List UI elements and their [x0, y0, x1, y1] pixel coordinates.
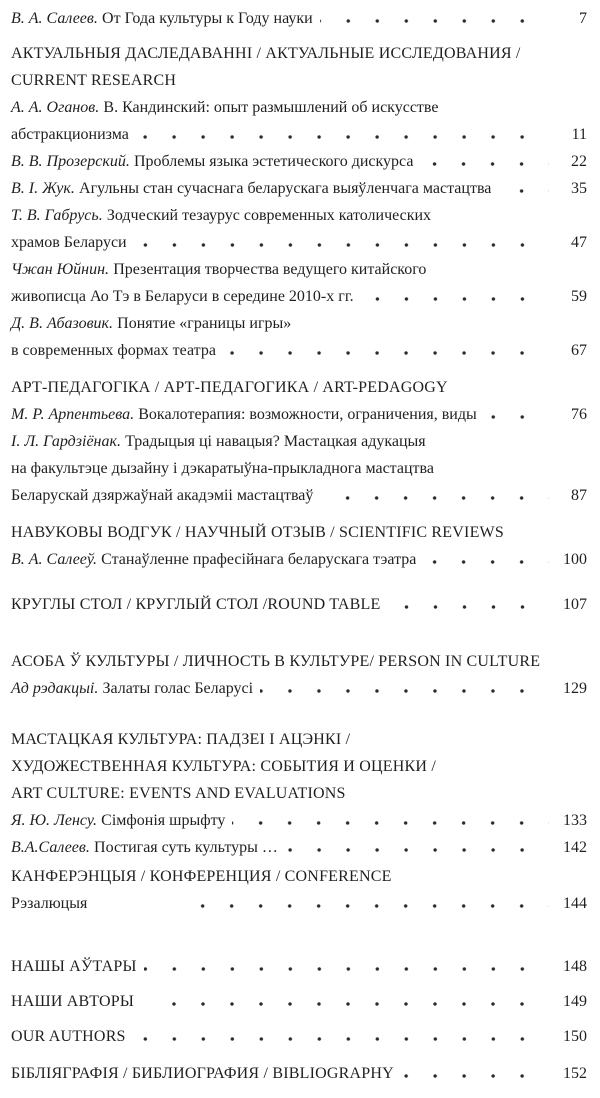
- dot-leader: [169, 1002, 549, 1006]
- toc-entry-title: Проблемы языка эстетического дискурса: [133, 153, 414, 170]
- page-number: 59: [571, 288, 587, 305]
- dot-leader: [144, 967, 549, 971]
- toc-entry-title: От Года культуры к Году науки: [102, 10, 313, 27]
- toc-entry-title: абстракционизма: [11, 126, 129, 143]
- toc-entry-title: Вокалотерапия: возможности, ограничения, виды: [138, 406, 477, 423]
- section-heading: [11, 591, 587, 618]
- section-heading: [11, 726, 587, 753]
- page-number: 76: [571, 406, 587, 423]
- section-heading-text: АКТУАЛЬНЫЯ ДАСЛЕДАВАННІ / АКТУАЛЬНЫЕ ИССЛЕДОВАНИЯ /: [11, 45, 521, 62]
- page-number: 107: [563, 596, 587, 613]
- section-heading: [11, 40, 587, 67]
- dot-leader: [420, 162, 549, 166]
- dot-leader: [223, 351, 549, 355]
- page-number: 142: [563, 839, 587, 856]
- section-heading-text: АРТ-ПЕДАГОГІКА / АРТ-ПЕДАГОГИКА / ART-PEDAGOGY: [11, 379, 448, 396]
- dot-leader: [423, 560, 549, 564]
- section-heading-text: КАНФЕРЭНЦЫЯ / КОНФЕРЕНЦИЯ / CONFERENCE: [11, 868, 392, 885]
- toc-entry-title: Понятие «границы игры»: [117, 315, 292, 332]
- section-heading-text: НАШЫ АЎТАРЫ: [11, 958, 137, 975]
- toc-entry-author: Т. В. Габрусь.: [11, 207, 103, 224]
- toc-entry-continuation: [11, 337, 587, 364]
- toc-entry-continuation: [11, 455, 587, 482]
- toc-entry-title: Залаты голас Беларусі: [102, 680, 254, 697]
- dot-leader: [320, 19, 549, 23]
- toc-entry-author: М. Р. Арпентьева.: [11, 406, 135, 423]
- toc-entry: [11, 94, 587, 121]
- toc-entry-author: В. А. Салееў.: [11, 551, 97, 568]
- toc-entry: [11, 5, 587, 32]
- section-heading: [11, 988, 587, 1015]
- page-number: 133: [563, 812, 587, 829]
- page-number: 67: [571, 342, 587, 359]
- section-heading: [11, 953, 587, 980]
- toc-entry-continuation: [11, 121, 587, 148]
- section-heading-text: CURRENT RESEARCH: [11, 72, 177, 89]
- page-number: 47: [571, 234, 587, 251]
- page-number: 11: [571, 126, 587, 143]
- toc-entry: [11, 310, 587, 337]
- toc-entry: [11, 175, 587, 202]
- section-heading: [11, 1023, 587, 1050]
- toc-entry-author: В. В. Прозерский.: [11, 153, 130, 170]
- toc-entry-author: Д. В. Абазовик.: [11, 315, 113, 332]
- toc-entry-author: В.А.Салеев.: [11, 839, 90, 856]
- section-heading: [11, 374, 587, 401]
- toc-entry: [11, 256, 587, 283]
- toc-entry: [11, 202, 587, 229]
- section-heading-text: НАВУКОВЫ ВОДГУК / НАУЧНЫЙ ОТЗЫВ / SCIENTIFIC REVIEWS: [11, 524, 504, 541]
- toc-entry-continuation: [11, 482, 587, 509]
- page-number: 148: [563, 958, 587, 975]
- dot-leader: [285, 848, 549, 852]
- toc-entry-title: Агульны стан сучаснага беларускага выяўленчага мастацтва: [79, 180, 492, 197]
- toc-entry: [11, 148, 587, 175]
- section-heading-text: ХУДОЖЕСТВЕННАЯ КУЛЬТУРА: СОБЫТИЯ И ОЦЕНКИ /: [11, 758, 436, 775]
- section-heading: [11, 780, 587, 807]
- section-heading-text: БІБЛІЯГРАФІЯ / БИБЛИОГРАФИЯ / BIBLIOGRAPHY: [11, 1065, 394, 1082]
- page-number: 152: [563, 1065, 587, 1082]
- section-heading-text: МАСТАЦКАЯ КУЛЬТУРА: ПАДЗЕІ І АЦЭНКІ /: [11, 731, 351, 748]
- toc-entry-title: Станаўленне прафесійнага беларускага тэатра: [101, 551, 417, 568]
- page-number: 149: [563, 993, 587, 1010]
- toc-entry-title: В. Кандинский: опыт размышлений об искусстве: [103, 99, 439, 116]
- page-number: 100: [563, 551, 587, 568]
- toc-entry-title: Традыцыя ці навацыя? Мастацкая адукацыя: [125, 433, 426, 450]
- toc-entry-title: Сімфонія шрыфту: [101, 812, 226, 829]
- dot-leader: [388, 605, 549, 609]
- page-number: 22: [571, 153, 587, 170]
- toc-entry-continuation: [11, 283, 587, 310]
- section-heading: [11, 753, 587, 780]
- dot-leader: [361, 297, 549, 301]
- dot-leader: [498, 189, 549, 193]
- toc-entry: [11, 401, 587, 428]
- dot-leader: [484, 415, 549, 419]
- toc-entry-title: Зодческий тезаурус современных католических: [106, 207, 432, 224]
- toc-entry-author: Я. Ю. Ленсу.: [11, 812, 97, 829]
- toc-entry-continuation: [11, 229, 587, 256]
- dot-leader: [260, 689, 549, 693]
- section-heading-text: OUR AUTHORS: [11, 1028, 126, 1045]
- toc-entry-author: В. А. Салеев.: [11, 10, 98, 27]
- toc-entry: [11, 834, 587, 861]
- toc-entry: [11, 428, 587, 455]
- toc-entry: [11, 890, 587, 917]
- section-heading-text: КРУГЛЫ СТОЛ / КРУГЛЫЙ СТОЛ /ROUND TABLE: [11, 596, 381, 613]
- toc-entry-author: Чжан Юйнин.: [11, 261, 110, 278]
- page-number: 150: [563, 1028, 587, 1045]
- section-heading: [11, 863, 587, 890]
- page-number: 7: [579, 10, 587, 27]
- section-heading-text: ART CULTURE: EVENTS AND EVALUATIONS: [11, 785, 346, 802]
- section-heading-text: АСОБА Ў КУЛЬТУРЫ / ЛИЧНОСТЬ В КУЛЬТУРЕ/ PERSON IN CULTURE: [11, 653, 541, 670]
- dot-leader: [133, 1037, 549, 1041]
- toc-entry-title: живописца Ао Тэ в Беларуси в середине 2010-х гг.: [11, 288, 354, 305]
- page-number: 87: [571, 487, 587, 504]
- toc-entry-author: І. Л. Гардзіёнак.: [11, 433, 121, 450]
- section-heading: [11, 648, 587, 675]
- toc-entry-title: Постигая суть культуры …: [94, 839, 278, 856]
- dot-leader: [343, 496, 549, 500]
- toc-entry-author: В. І. Жук.: [11, 180, 75, 197]
- section-heading: [11, 519, 587, 546]
- dot-leader: [182, 904, 549, 908]
- toc-entry: [11, 675, 587, 702]
- toc-entry-title: Беларускай дзяржаўнай акадэміі мастацтваў: [11, 487, 314, 504]
- toc-entry-title: Презентация творчества ведущего китайского: [113, 261, 427, 278]
- section-heading-text: НАШИ АВТОРЫ: [11, 993, 134, 1010]
- toc-entry: [11, 546, 587, 573]
- toc-entry: [11, 807, 587, 834]
- page-number: 129: [563, 680, 587, 697]
- section-heading: [11, 67, 587, 94]
- toc-entry-title: в современных формах театра: [11, 342, 216, 359]
- toc-entry-author: А. А. Оганов.: [11, 99, 100, 116]
- toc-entry-author: Ад рэдакцыі.: [11, 680, 99, 697]
- dot-leader: [136, 135, 549, 139]
- dot-leader: [401, 1074, 549, 1078]
- toc-entry-title: храмов Беларуси: [11, 234, 127, 251]
- section-heading: [11, 1060, 587, 1087]
- toc-entry-title: на факультэце дызайну і дэкаратыўна-прыкладнога мастацтва: [11, 460, 434, 477]
- dot-leader: [134, 243, 549, 247]
- toc-entry-title: Рэзалюцыя: [11, 895, 88, 912]
- dot-leader: [232, 821, 549, 825]
- page-number: 144: [563, 895, 587, 912]
- page-number: 35: [571, 180, 587, 197]
